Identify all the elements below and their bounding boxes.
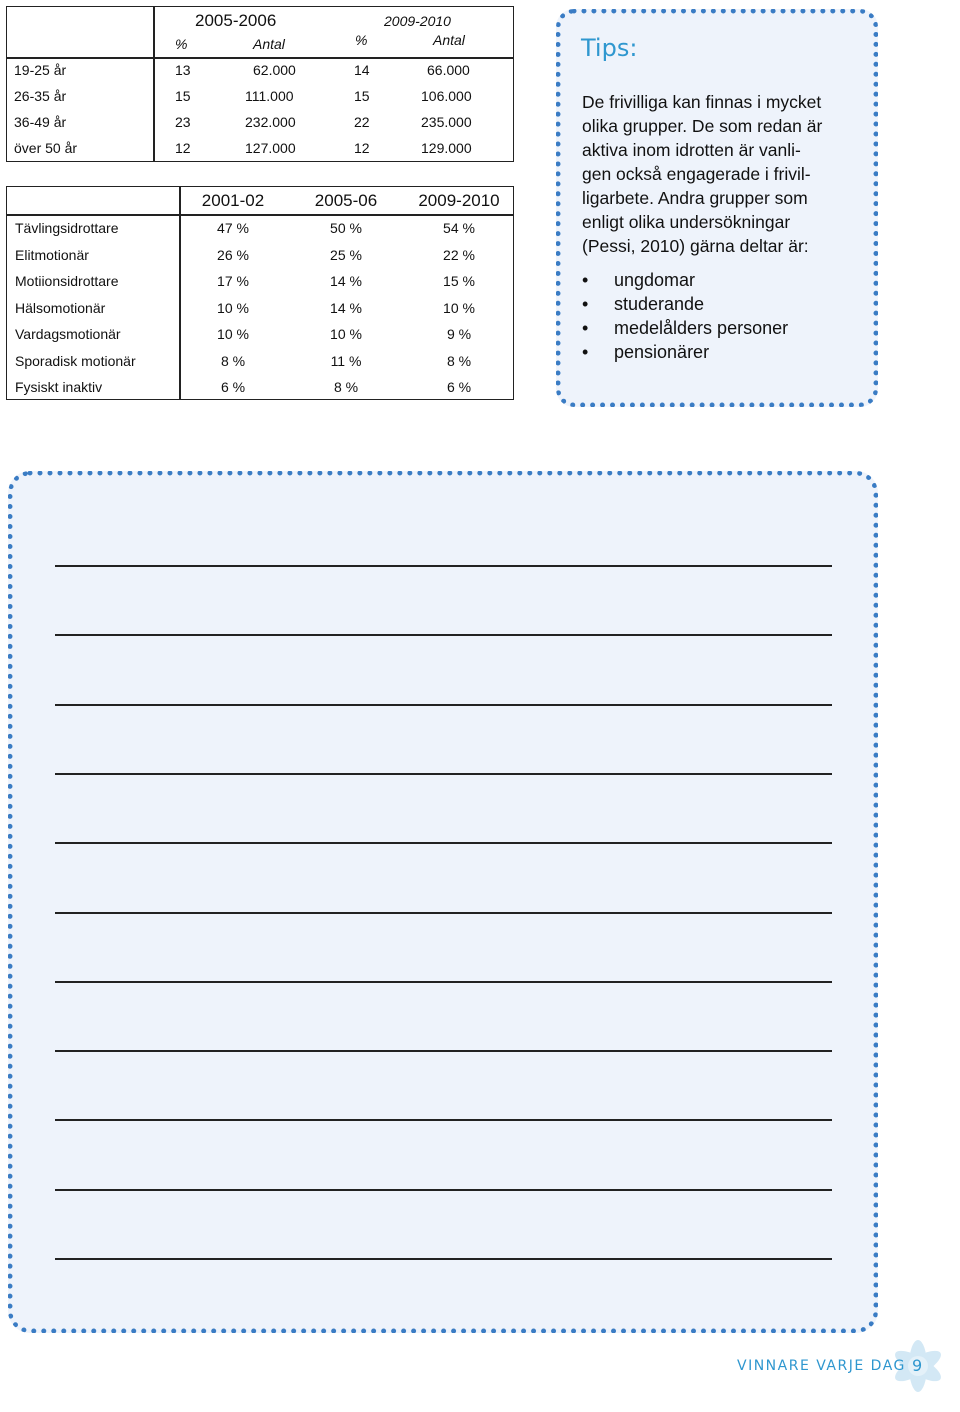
cell: 9 %: [446, 326, 472, 342]
tips-line: gen också engagerade i frivil-: [582, 164, 811, 184]
footer-tagline: VINNARE VARJE DAG: [737, 1358, 906, 1374]
writing-line: [55, 634, 832, 636]
cell: 6 %: [446, 379, 472, 395]
row-label: Vardagsmotionär: [15, 326, 121, 342]
bullet-icon: •: [582, 318, 589, 338]
cell: 10 %: [217, 299, 249, 316]
writing-line: [55, 1119, 832, 1121]
tips-line: aktiva inom idrotten är vanli-: [582, 140, 801, 160]
column-header: 2001-02: [201, 191, 265, 210]
cell: 15: [354, 88, 370, 104]
writing-line: [55, 565, 832, 567]
list-item: [582, 316, 788, 340]
cell: 129.000: [421, 140, 472, 156]
cell: 17 %: [217, 273, 249, 289]
cell: 127.000: [245, 140, 296, 156]
cell: 11 %: [330, 352, 362, 369]
bullet-icon: •: [582, 270, 589, 290]
column-header: 2009-2010: [418, 191, 500, 210]
row-label: över 50 år: [14, 140, 78, 156]
column-header: 2005-06: [314, 191, 378, 210]
tips-line: De frivilliga kan finnas i mycket: [582, 92, 822, 112]
cell: 22: [354, 114, 370, 130]
bullet-icon: •: [582, 342, 589, 362]
cell: 50 %: [330, 220, 362, 236]
cell: 12: [175, 140, 191, 156]
cell: 14 %: [330, 299, 362, 316]
cell: 111.000: [245, 88, 294, 104]
cell: 14 %: [330, 273, 362, 289]
row-label: Elitmotionär: [15, 246, 89, 263]
table-row: [7, 348, 513, 375]
writing-line: [55, 1189, 832, 1191]
motion-table: [6, 186, 514, 400]
tips-line: (Pessi, 2010) gärna deltar är:: [582, 236, 809, 256]
period-header: 2009-2010: [384, 13, 451, 29]
cell: 14: [354, 62, 370, 78]
cell: 15: [175, 88, 191, 104]
row-label: Tävlingsidrottare: [15, 220, 119, 236]
list-item-label: studerande: [614, 294, 705, 314]
list-item-label: pensionärer: [614, 342, 710, 362]
antal-header: Antal: [253, 36, 285, 52]
tips-list: [582, 268, 788, 364]
age-table: [6, 6, 514, 162]
cell: 232.000: [245, 114, 296, 130]
pct-header: %: [355, 32, 368, 48]
cell: 13: [175, 62, 191, 78]
tips-line: enligt olika undersökningar: [582, 212, 791, 232]
cell: 62.000: [253, 62, 296, 78]
table-row: [7, 295, 513, 322]
list-item: [582, 268, 788, 292]
cell: 15 %: [443, 273, 475, 289]
writing-line: [55, 1050, 832, 1052]
cell: 26 %: [217, 246, 249, 263]
cell: 12: [354, 140, 370, 156]
notes-box: [8, 471, 878, 1333]
writing-line: [55, 981, 832, 983]
cell: 54 %: [443, 220, 475, 236]
tips-paragraph: [582, 90, 867, 258]
cell: 22 %: [443, 246, 475, 263]
cell: 47 %: [217, 220, 249, 236]
cell: 106.000: [421, 88, 472, 104]
antal-header: Antal: [433, 32, 465, 48]
row-label: 26-35 år: [14, 88, 67, 104]
row-label: Motiionsidrottare: [15, 273, 119, 289]
writing-line: [55, 1258, 832, 1260]
period-header: 2005-2006: [195, 11, 277, 30]
bullet-icon: •: [582, 294, 589, 314]
cell: 25 %: [330, 246, 362, 263]
list-item: [582, 292, 788, 316]
list-item-label: medelålders personer: [614, 318, 789, 338]
row-label: 36-49 år: [14, 114, 67, 130]
cell: 235.000: [421, 114, 472, 130]
table-row: [7, 83, 513, 109]
cell: 8 %: [333, 379, 359, 395]
writing-line: [55, 842, 832, 844]
cell: 8 %: [446, 352, 472, 369]
table-row: [7, 242, 513, 269]
table-row: [7, 135, 513, 161]
table-row: [7, 215, 513, 242]
row-label: 19-25 år: [14, 62, 67, 78]
list-item-label: ungdomar: [614, 270, 696, 290]
list-item: [582, 340, 788, 364]
table-row: [7, 321, 513, 348]
cell: 8 %: [220, 352, 246, 369]
cell: 10 %: [443, 299, 475, 316]
table-row: [7, 374, 513, 401]
cell: 10 %: [330, 326, 362, 342]
writing-line: [55, 704, 832, 706]
cell: 66.000: [427, 62, 470, 78]
table-row: [7, 57, 513, 83]
table-row: [7, 109, 513, 135]
cell: 23: [175, 114, 191, 130]
tips-line: ligarbete. Andra grupper som: [582, 188, 808, 208]
cell: 10 %: [217, 326, 249, 342]
writing-line: [55, 773, 832, 775]
tips-box: [556, 9, 878, 407]
tips-line: olika grupper. De som redan är: [582, 116, 823, 136]
writing-line: [55, 912, 832, 914]
pct-header: %: [175, 36, 188, 52]
table-row: [7, 268, 513, 295]
cell: 6 %: [220, 379, 246, 395]
row-label: Sporadisk motionär: [15, 352, 136, 369]
tips-title: Tips:: [581, 34, 638, 62]
row-label: Hälsomotionär: [15, 299, 106, 316]
row-label: Fysiskt inaktiv: [15, 379, 103, 395]
page-number: 9: [912, 1356, 923, 1375]
